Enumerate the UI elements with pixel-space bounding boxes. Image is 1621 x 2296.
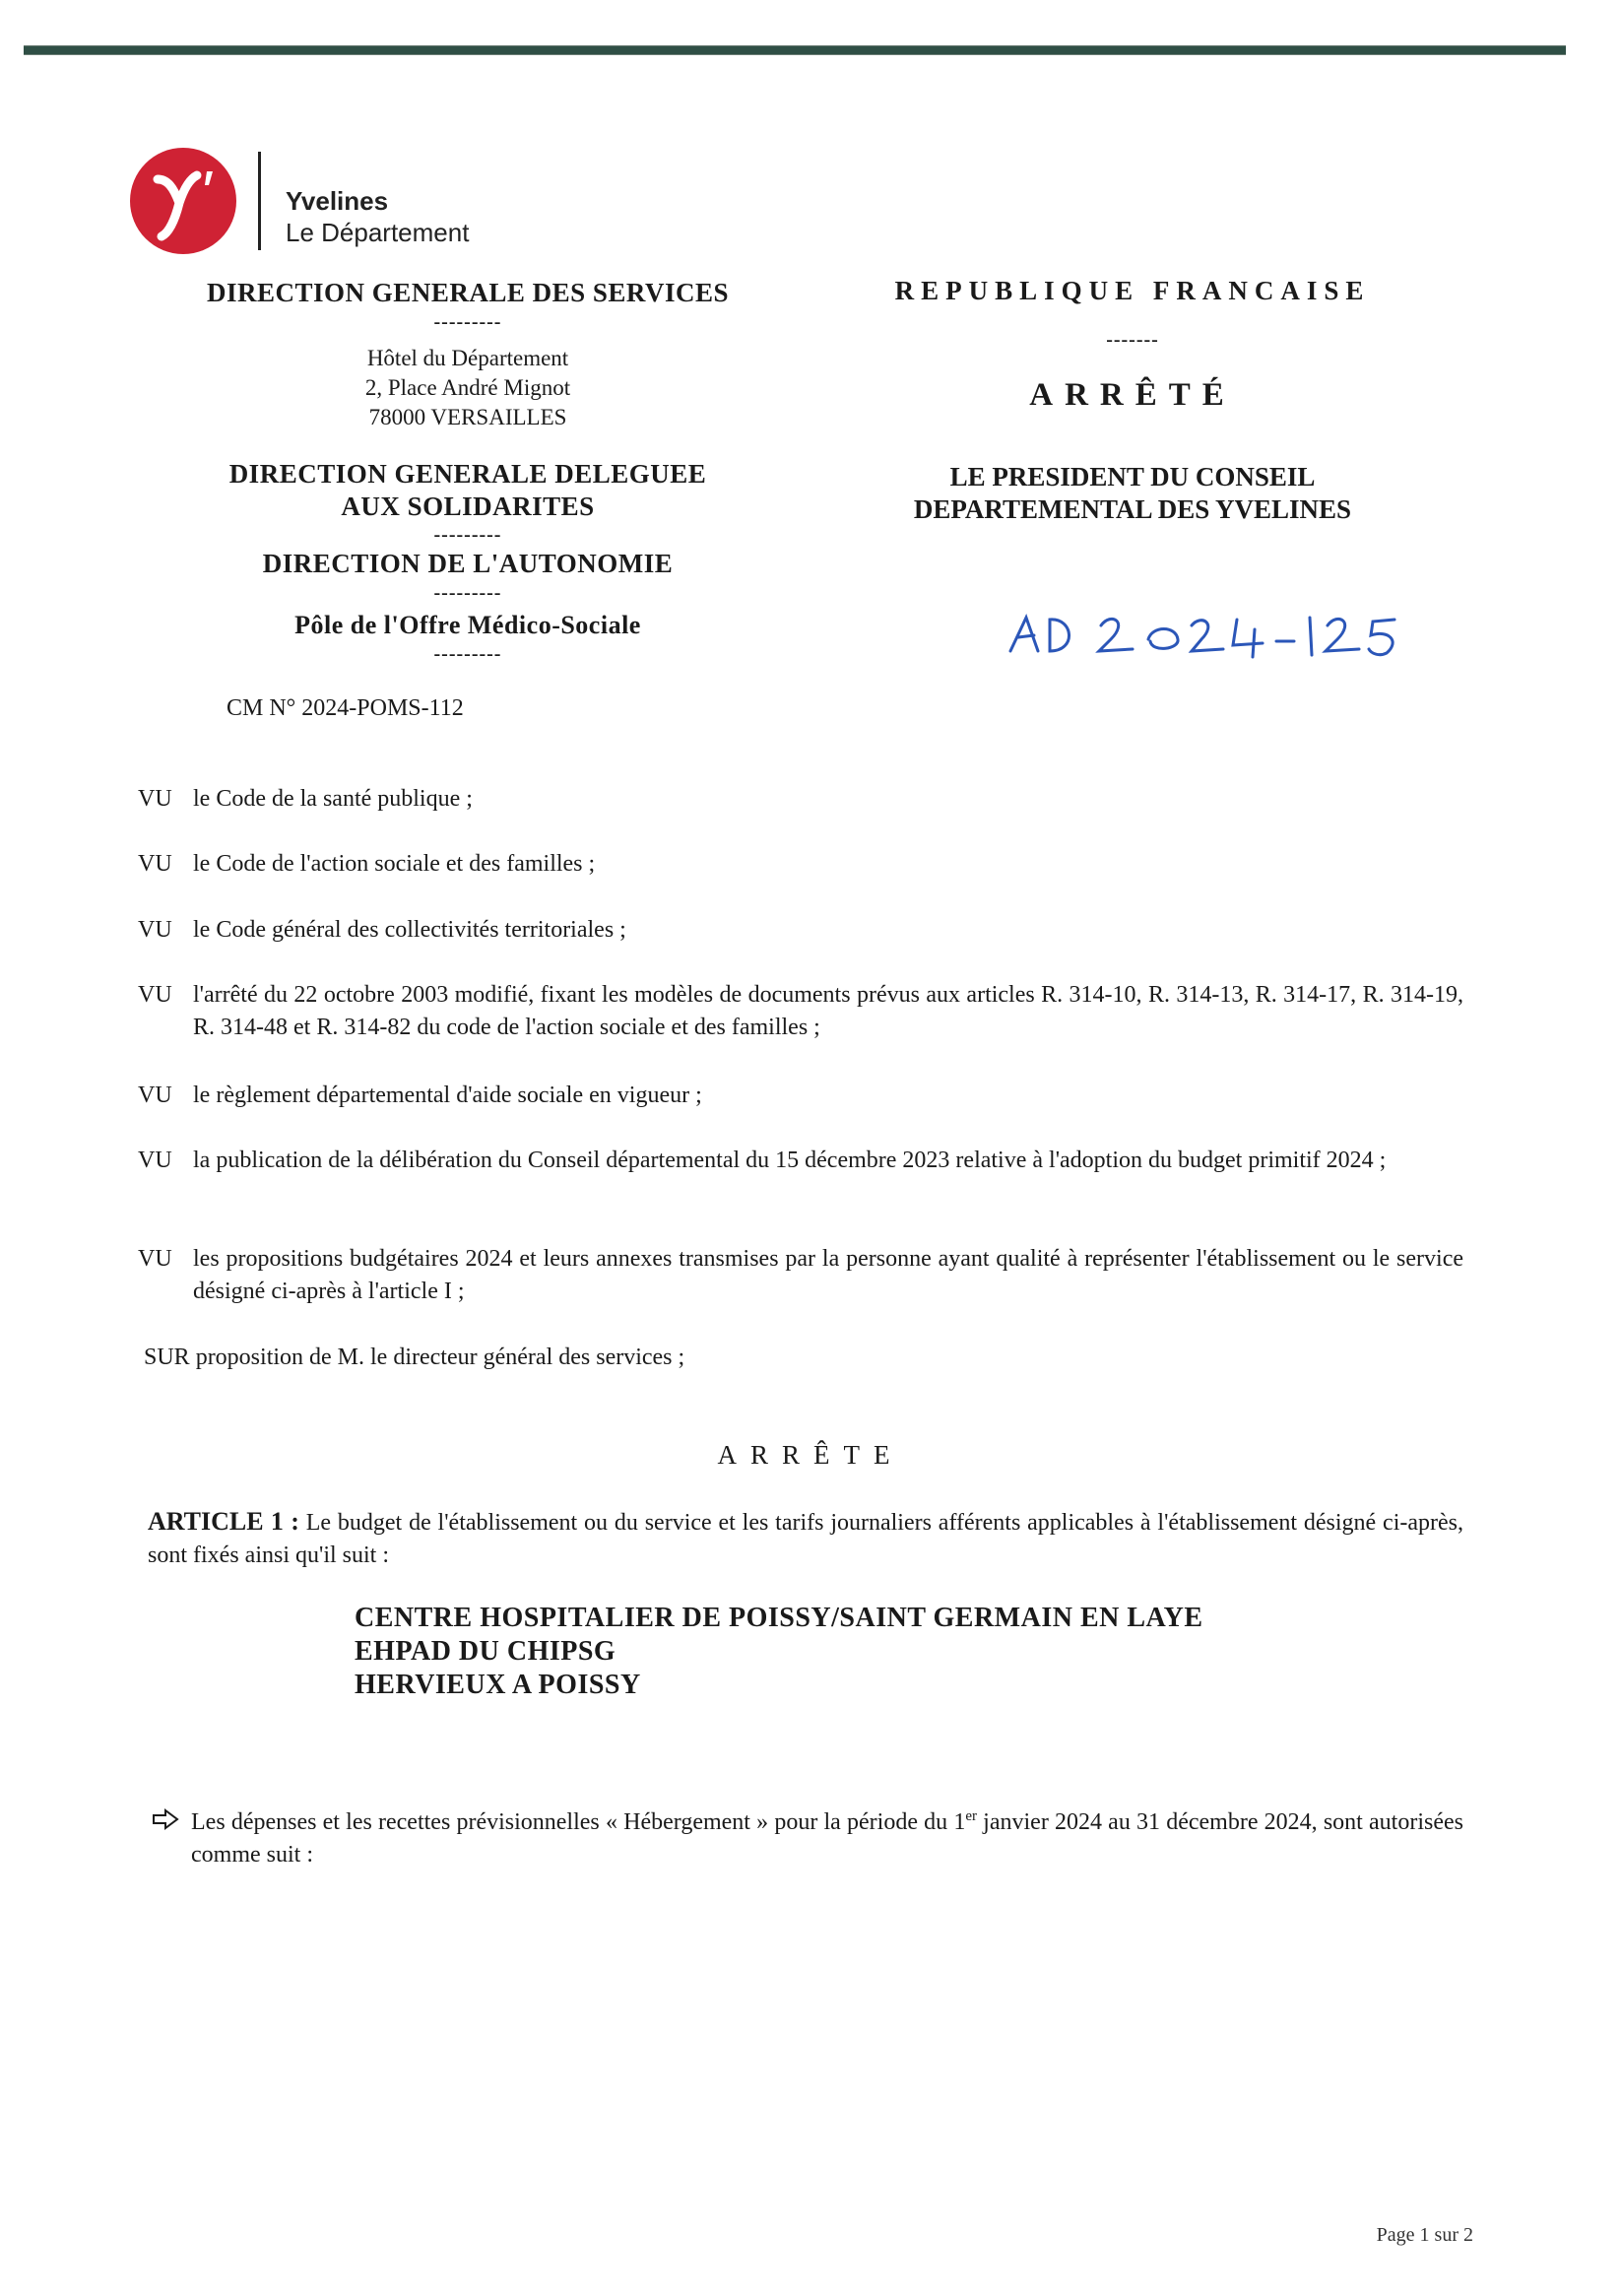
logo-subtitle: Le Département: [286, 218, 470, 247]
separator: ---------: [433, 643, 502, 665]
page-number: Page 1 sur 2: [1376, 2224, 1473, 2246]
vu-text: le Code de l'action sociale et des familles ;: [193, 851, 596, 877]
budget-paragraph: [191, 1801, 1463, 1871]
sur-proposition: SUR proposition de M. le directeur général des services ;: [144, 1345, 685, 1370]
republique-francaise: REPUBLIQUE FRANCAISE: [894, 276, 1371, 305]
cm-number: CM N° 2024-POMS-112: [227, 695, 464, 721]
separator: -------: [1106, 329, 1159, 351]
establishment-line-2: EHPAD DU CHIPSG: [355, 1636, 616, 1667]
vu-label: VU: [138, 786, 172, 812]
address-line-1: Hôtel du Département: [366, 346, 569, 370]
yvelines-logo-mark: [128, 146, 238, 256]
handwritten-reference: [1005, 596, 1418, 670]
vu-item: [0, 1080, 1621, 1113]
budget-text-part-2: janvier 2024 au 31 décembre 2024, sont autorisées comme suit :: [191, 1809, 1463, 1868]
dgs-heading: DIRECTION GENERALE DES SERVICES: [207, 278, 729, 307]
president-line-2: DEPARTEMENTAL DES YVELINES: [913, 494, 1352, 524]
article-1: [148, 1505, 1463, 1572]
vu-text: le règlement départemental d'aide sociale en vigueur ;: [193, 1082, 702, 1108]
article-1-text: Le budget de l'établissement ou du service et les tarifs journaliers afférents applicables à l'établissement désigné ci-après, sont fixés ainsi qu'il suit :: [148, 1510, 1463, 1568]
establishment-line-3: HERVIEUX A POISSY: [355, 1670, 641, 1700]
vu-item: [0, 914, 1621, 948]
vu-label: VU: [138, 1148, 172, 1173]
vu-item: [0, 848, 1621, 882]
top-border-bar: [24, 45, 1566, 55]
vu-label: VU: [138, 1246, 172, 1272]
arrow-right-icon: [152, 1808, 179, 1835]
address-line-3: 78000 VERSAILLES: [368, 405, 567, 429]
vu-label: VU: [138, 917, 172, 943]
separator: ---------: [433, 524, 502, 546]
dgd-heading-line-1: DIRECTION GENERALE DELEGUEE: [228, 459, 707, 489]
vu-text: la publication de la délibération du Conseil départemental du 15 décembre 2023 relative à l'adoption du budget primitif 2024 ;: [193, 1148, 1387, 1173]
yvelines-logo: [128, 146, 238, 261]
vu-label: VU: [138, 851, 172, 877]
dgd-heading-line-2: AUX SOLIDARITES: [341, 492, 595, 521]
establishment-line-1: CENTRE HOSPITALIER DE POISSY/SAINT GERMAIN EN LAYE: [355, 1603, 1203, 1633]
logo-separator: [258, 152, 261, 250]
article-1-label: ARTICLE 1 :: [148, 1507, 299, 1536]
autonomie-heading: DIRECTION DE L'AUTONOMIE: [262, 549, 674, 578]
vu-text: les propositions budgétaires 2024 et leurs annexes transmises par la personne ayant qualité à représenter l'établissement ou le service désigné ci-après à l'article I ;: [193, 1246, 1463, 1304]
right-header: [847, 276, 1418, 526]
establishment-block: [355, 1602, 1203, 1702]
vu-text: l'arrêté du 22 octobre 2003 modifié, fixant les modèles de documents prévus aux articles R. 314-10, R. 314-13, R. 314-17, R. 314-19, R. 314-48 et R. 314-82 du code de l'action sociale et des familles ;: [193, 982, 1463, 1040]
vu-text: le Code général des collectivités territoriales ;: [193, 917, 626, 943]
vu-label: VU: [138, 982, 172, 1008]
logo-brand: Yvelines: [286, 186, 389, 216]
separator: ---------: [433, 311, 502, 333]
left-header: [138, 278, 798, 665]
vu-label: VU: [138, 1082, 172, 1108]
budget-text-sup: er: [965, 1808, 977, 1824]
address-line-2: 2, Place André Mignot: [364, 375, 571, 400]
arrow-right-icon-glyph: [152, 1808, 179, 1830]
vu-item: [0, 1145, 1621, 1214]
budget-text-part-1: Les dépenses et les recettes prévisionnelles « Hébergement » pour la période du 1: [191, 1809, 966, 1835]
logo-text: [286, 185, 469, 248]
arrete-section-heading: ARRÊTE: [717, 1440, 904, 1470]
pole-heading: Pôle de l'Offre Médico-Sociale: [294, 611, 641, 639]
vu-item: [0, 783, 1621, 817]
handwritten-signature-ref: [1005, 596, 1418, 665]
vu-item: [0, 979, 1621, 1048]
arrete-title: ARRÊTÉ: [1029, 377, 1236, 413]
separator: ---------: [433, 582, 502, 604]
vu-item: [0, 1243, 1621, 1312]
president-line-1: LE PRESIDENT DU CONSEIL: [949, 462, 1316, 492]
vu-text: le Code de la santé publique ;: [193, 786, 473, 812]
